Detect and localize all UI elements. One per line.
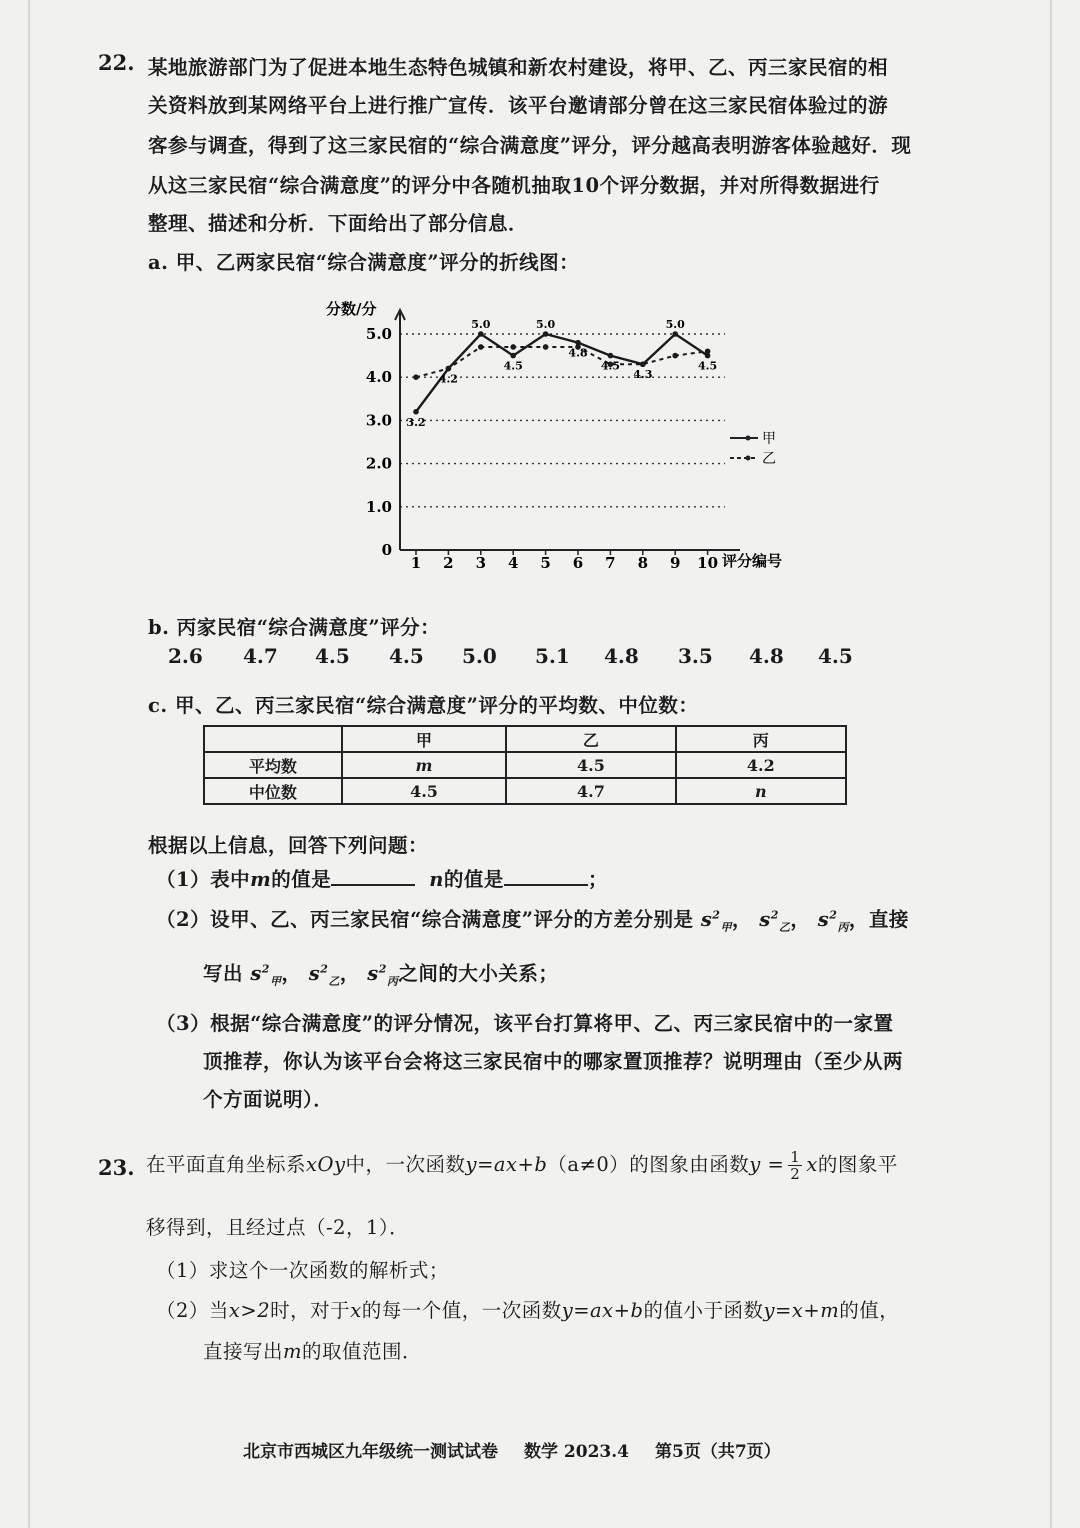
x-tick-label: 7 <box>605 554 616 572</box>
y-tick-label: 4.0 <box>365 368 392 387</box>
series-line-yi <box>416 347 708 377</box>
question-23-number: 23. <box>98 1155 135 1180</box>
x-tick-label: 5 <box>540 554 551 572</box>
sub2-text-b: ，直接 <box>848 908 909 931</box>
y-tick-label: 2.0 <box>365 454 392 473</box>
x-tick-label: 9 <box>669 554 681 572</box>
variance-jia: $s^2_甲$ <box>700 908 732 934</box>
comma: ， <box>339 962 360 985</box>
chart-y-ticks <box>366 325 392 559</box>
q22-sub3-line2: 顶推荐，你认为该平台会将这三家民宿中的哪家置顶推荐？说明理由（至少从两 <box>203 1050 904 1073</box>
data-label: 4.8 <box>568 346 588 360</box>
table-header-cell: 丙 <box>676 726 846 752</box>
x-tick-label: 10 <box>697 554 719 572</box>
var-m: m <box>283 1340 303 1363</box>
variance-bing: $s^2_丙$ <box>817 908 849 934</box>
data-label: 3.2 <box>406 415 426 429</box>
q23-sub2-line2 <box>203 1336 422 1364</box>
bing-score: 4.5 <box>389 644 424 668</box>
bing-score: 5.1 <box>535 644 570 668</box>
table-header-row <box>204 726 846 752</box>
sub1-end: ； <box>587 868 608 891</box>
data-point-yi <box>413 374 419 380</box>
condition-x-gt-2: x>2 <box>228 1299 271 1322</box>
var-x: x <box>350 1299 362 1322</box>
comma: ， <box>731 908 752 931</box>
y-tick-label: 3.0 <box>365 411 392 430</box>
data-point-jia <box>608 353 614 359</box>
y-tick-label: 0 <box>381 541 392 559</box>
footer-page-number: 第5页（共7页） <box>654 1442 781 1462</box>
table-row <box>204 778 846 804</box>
bing-score: 4.8 <box>604 644 639 668</box>
answer-blank-m[interactable] <box>331 870 415 886</box>
chart-legend <box>730 431 776 467</box>
q23-text-d: 的图象平 <box>817 1153 898 1176</box>
data-point-yi <box>543 344 549 350</box>
q23-line1 <box>146 1143 898 1187</box>
stats-table <box>203 725 847 805</box>
answer-blank-n[interactable] <box>504 870 588 886</box>
comma: ， <box>281 962 302 985</box>
table-cell: 4.2 <box>676 752 846 778</box>
q22-part-c: c. 甲、乙、丙三家民宿“综合满意度”评分的平均数、中位数： <box>148 694 699 717</box>
variance-yi: $s^2_乙$ <box>759 908 791 934</box>
data-point-jia <box>510 353 516 359</box>
bing-score: 5.0 <box>462 644 497 668</box>
legend-label-jia: 甲 <box>762 431 776 447</box>
q22-part-a: a. 甲、乙两家民宿“综合满意度”评分的折线图： <box>148 251 580 274</box>
q22-intro-line-1: 某地旅游部门为了促进本地生态特色城镇和新农村建设，将甲、乙、丙三家民宿的相 <box>148 56 889 79</box>
q23-sub2-text-b: 时，对于 <box>270 1299 351 1322</box>
table-cell: 平均数 <box>204 752 342 778</box>
var-m: m <box>250 868 272 891</box>
variance-yi: $s^2_乙$ <box>308 962 340 988</box>
bing-scores-row <box>168 644 858 674</box>
q23-text-a: 在平面直角坐标系 <box>146 1153 307 1176</box>
x-tick-label: 1 <box>410 554 422 572</box>
bing-score: 4.5 <box>315 644 350 668</box>
bing-score: 3.5 <box>678 644 713 668</box>
data-label: 5.0 <box>665 318 685 331</box>
q23-sub2-text-a: （2）当 <box>156 1299 229 1322</box>
data-label: 5.0 <box>471 318 491 331</box>
data-point-yi <box>510 344 516 350</box>
y-tick-label: 1.0 <box>365 497 392 516</box>
data-label: 4.2 <box>438 372 458 386</box>
q22-prompt: 根据以上信息，回答下列问题： <box>148 834 429 857</box>
data-point-jia <box>672 331 678 337</box>
q23-sub2-text-f: 直接写出 <box>203 1340 284 1363</box>
table-header-cell: 甲 <box>342 726 506 752</box>
fraction-one-half: $\frac{1}{2}$ <box>790 1148 801 1183</box>
data-label: 4.5 <box>503 359 523 373</box>
q22-intro-line-5: 整理、描述和分析．下面给出了部分信息． <box>148 212 529 235</box>
page-footer <box>243 1437 781 1462</box>
table-cell: 4.5 <box>506 752 675 778</box>
legend-label-yi: 乙 <box>762 451 776 467</box>
q23-sub2-line1 <box>156 1295 899 1323</box>
chart-x-axis-label: 评分编号 <box>722 552 783 570</box>
q23-line2: 移得到，且经过点（-2，1）． <box>146 1216 410 1239</box>
sub1-text-a: （1）表中 <box>156 868 251 891</box>
data-label: 4.5 <box>600 359 620 373</box>
q23-sub2-text-c: 的每一个值，一次函数 <box>361 1299 562 1322</box>
var-xoy: xOy <box>306 1153 346 1176</box>
data-point-yi <box>478 344 484 350</box>
equation-linear: y=ax+b <box>465 1153 548 1176</box>
x-tick-label: 3 <box>475 554 487 572</box>
q22-intro-line-3: 客参与调查，得到了这三家民宿的“综合满意度”评分，评分越高表明游客体验越好．现 <box>148 134 912 157</box>
footer-subject: 数学 2023.4 <box>524 1442 629 1462</box>
bing-score: 2.6 <box>168 644 203 668</box>
sub2-text-c: 写出 <box>203 962 244 985</box>
var-x: x <box>806 1153 818 1176</box>
series-line-jia <box>416 334 708 412</box>
y-tick-label: 5.0 <box>365 325 392 343</box>
data-point-yi <box>705 348 711 354</box>
data-label: 4.5 <box>698 359 718 373</box>
variance-bing: $s^2_丙$ <box>367 962 399 988</box>
data-point-yi <box>446 366 452 372</box>
x-tick-label: 2 <box>443 554 454 572</box>
data-point-jia <box>478 331 484 337</box>
variance-jia: $s^2_甲$ <box>250 962 282 988</box>
table-cell: n <box>676 778 846 804</box>
comma: ， <box>790 908 811 931</box>
question-22-number: 22. <box>98 50 135 75</box>
line-chart <box>318 292 818 582</box>
x-tick-label: 8 <box>637 554 649 572</box>
q23-text-c: （a≠0）的图象由函数 <box>547 1153 750 1176</box>
chart-gridlines <box>400 334 725 507</box>
q22-part-b: b. 丙家民宿“综合满意度”评分： <box>148 616 441 639</box>
table-cell: 4.5 <box>342 778 506 804</box>
page-border-left <box>28 0 30 1528</box>
q23-sub1: （1）求这个一次函数的解析式； <box>156 1259 449 1282</box>
q23-sub2-text-e: 的值， <box>839 1299 900 1322</box>
bing-score: 4.5 <box>818 644 853 668</box>
q23-sub2-text-d: 的值小于函数 <box>643 1299 764 1322</box>
var-n: n <box>429 868 444 891</box>
data-point-jia <box>413 409 419 415</box>
table-header-cell <box>204 726 342 752</box>
q22-sub3-line3: 个方面说明）． <box>203 1088 334 1111</box>
bing-score: 4.7 <box>243 644 278 668</box>
q22-intro-line-4: 从这三家民宿“综合满意度”的评分中各随机抽取10个评分数据，并对所得数据进行 <box>148 174 880 197</box>
sub2-text-d: 之间的大小关系； <box>398 962 559 985</box>
legend-marker-yi <box>746 456 751 461</box>
x-tick-label: 4 <box>507 554 519 572</box>
data-label: 4.3 <box>633 368 653 382</box>
chart-series <box>416 334 708 412</box>
sub1-text-c: 的值是 <box>443 868 504 891</box>
q22-sub2-line1 <box>156 904 909 935</box>
x-tick-label: 6 <box>572 554 584 572</box>
q22-sub2-line2 <box>203 958 558 989</box>
table-row <box>204 752 846 778</box>
data-point-yi <box>640 361 646 367</box>
q23-sub2-text-g: 的取值范围． <box>302 1340 423 1363</box>
table-header-cell: 乙 <box>506 726 675 752</box>
chart-x-ticks <box>411 550 718 572</box>
equation-y-x-m: y=x+m <box>763 1299 840 1322</box>
sub1-text-b: 的值是 <box>271 868 332 891</box>
chart-y-axis-label: 分数/分 <box>326 300 377 318</box>
sub2-text-a: （2）设甲、乙、丙三家民宿“综合满意度”评分的方差分别是 <box>156 908 694 931</box>
table-cell: m <box>342 752 506 778</box>
data-label: 5.0 <box>536 318 556 331</box>
table-cell: 中位数 <box>204 778 342 804</box>
footer-school: 北京市西城区九年级统一测试试卷 <box>243 1442 498 1462</box>
data-point-jia <box>543 331 549 337</box>
q22-intro-line-2: 关资料放到某网络平台上进行推广宣传．该平台邀请部分曾在这三家民宿体验过的游 <box>148 94 889 117</box>
legend-marker-jia <box>746 436 751 441</box>
equation-linear: y=ax+b <box>561 1299 644 1322</box>
q22-sub3-line1: （3）根据“综合满意度”的评分情况，该平台打算将甲、乙、丙三家民宿中的一家置 <box>156 1012 894 1035</box>
page-border-right <box>1050 0 1052 1528</box>
table-cell: 4.7 <box>506 778 675 804</box>
data-point-yi <box>672 353 678 359</box>
q23-text-b: 中，一次函数 <box>345 1153 466 1176</box>
bing-score: 4.8 <box>749 644 784 668</box>
equation-y: y = <box>749 1153 785 1176</box>
q22-sub1 <box>156 864 608 892</box>
